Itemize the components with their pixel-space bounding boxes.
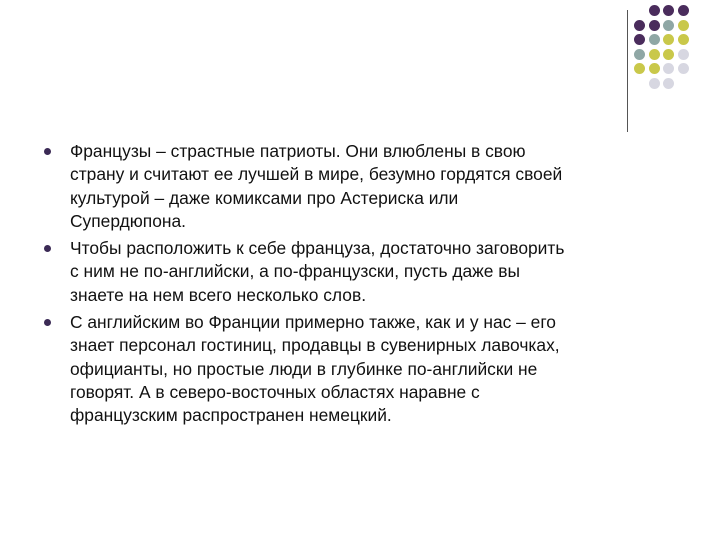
vertical-divider — [627, 10, 628, 132]
bullet-text-3: С английским во Франции примерно также, как и у нас – его знает персонал гостиниц, продавцы в сувенирных лавочках, официанты, но простые люди в глубинке по-английски не говорят. А в северо-восточных областях наравне с французским распространен немецкий. — [70, 312, 560, 426]
decorative-dot-light-gray — [663, 63, 674, 74]
decorative-dot-light-gray — [663, 78, 674, 89]
decorative-dot-olive — [663, 34, 674, 45]
decorative-dot-purple — [649, 5, 660, 16]
decorative-dot-grid — [634, 5, 714, 125]
decorative-dot-light-gray — [649, 78, 660, 89]
decorative-dot-teal — [663, 20, 674, 31]
bullet-dot-icon — [44, 148, 51, 155]
decorative-dot-light-gray — [678, 49, 689, 60]
bullet-list — [44, 140, 684, 428]
decorative-dot-purple — [678, 5, 689, 16]
decorative-dot-purple — [663, 5, 674, 16]
decorative-dot-olive — [663, 49, 674, 60]
decorative-dot-olive — [678, 20, 689, 31]
decorative-dot-olive — [649, 49, 660, 60]
decorative-dot-purple — [634, 20, 645, 31]
decorative-dot-olive — [678, 34, 689, 45]
bullet-item-2 — [44, 237, 684, 307]
bullet-dot-icon — [44, 245, 51, 252]
decorative-dot-teal — [649, 34, 660, 45]
bullet-dot-icon — [44, 319, 51, 326]
bullet-item-3 — [44, 311, 684, 427]
bullet-text-1: Французы – страстные патриоты. Они влюблены в свою страну и считают ее лучшей в мире, безумно гордятся своей культурой – даже комиксами про Астериска или Супердюпона. — [70, 141, 563, 231]
bullet-item-1 — [44, 140, 684, 233]
decorative-dot-purple — [634, 34, 645, 45]
bullet-text-2: Чтобы расположить к себе француза, достаточно заговорить с ним не по-английски, а по-французски, пусть даже вы знаете на нем всего несколько слов. — [70, 238, 565, 305]
decorative-dot-purple — [649, 20, 660, 31]
decorative-dot-light-gray — [678, 63, 689, 74]
decorative-dot-teal — [634, 49, 645, 60]
decorative-dot-olive — [649, 63, 660, 74]
decorative-dot-olive — [634, 63, 645, 74]
